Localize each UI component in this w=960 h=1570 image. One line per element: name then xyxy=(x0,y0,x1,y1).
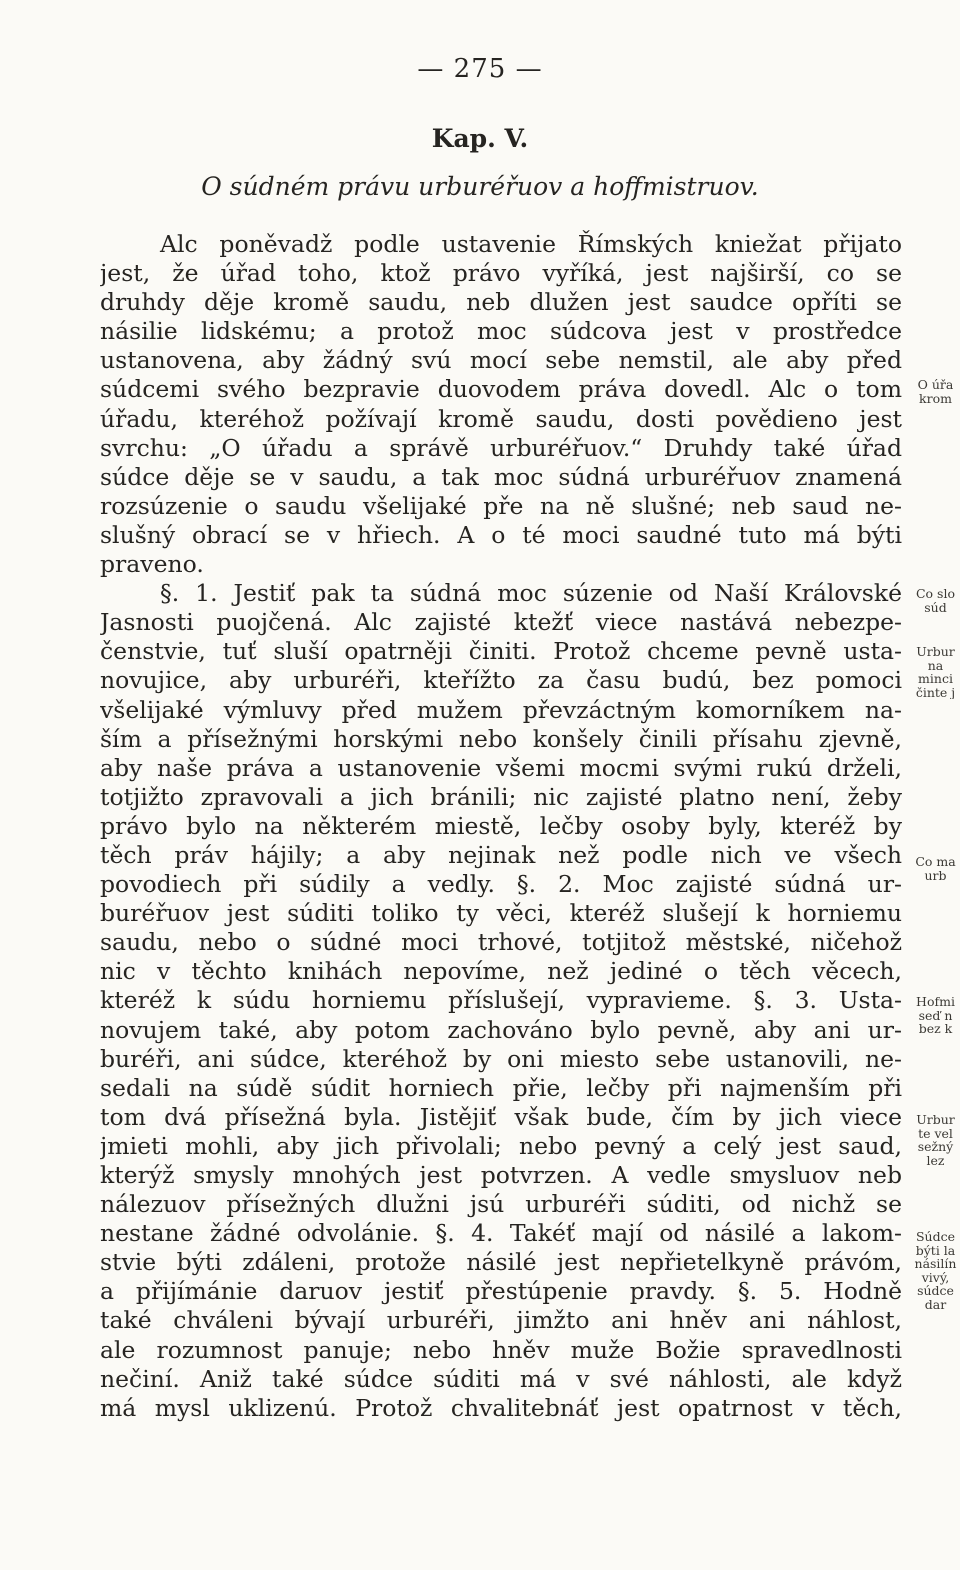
margin-note: Urbur na minci činte j xyxy=(915,645,956,699)
body-text xyxy=(100,230,902,1423)
text-line: jmieti mohli, aby jich přivolali; nebo pevný a celý jest saud, xyxy=(100,1131,902,1160)
text-line: súdcemi svého bezpravie duovodem práva dovedl. Alc o tom xyxy=(100,375,902,404)
text-line: také chváleni bývají urburéři, jimžto ani hněv ani náhlost, xyxy=(100,1306,902,1335)
text-line: ším a přísežnými horskými nebo konšely činili přísahu zjevně, xyxy=(100,724,902,753)
text-line: totjižto zpravovali a jich bránili; nic zajisté platno není, žeby xyxy=(100,782,902,811)
text-line: ale rozumnost panuje; nebo hněv muže Božie spravedlnosti xyxy=(100,1335,902,1364)
chapter-heading: Kap. V. xyxy=(431,124,529,153)
text-line: aby naše práva a ustanovenie všemi mocmi svými rukú drželi, xyxy=(100,753,902,782)
text-line: kterýž smysly mnohých jest potvrzen. A vedle smysluov neb xyxy=(100,1161,902,1189)
text-line: saudu, nebo o súdné moci trhové, totjitož městské, ničehož xyxy=(100,928,902,957)
text-line: buréřuov jest súditi toliko ty věci, kteréž slušejí k horniemu xyxy=(100,899,902,928)
text-line: jest, že úřad toho, ktož právo vyříká, jest najširší, co se xyxy=(100,259,902,288)
text-line: rozsúzenie o saudu všelijaké pře na ně slušné; neb saud ne- xyxy=(100,491,902,520)
text-line: novujice, aby urburéři, kteřížto za času budú, bez pomoci xyxy=(100,666,902,695)
text-line: druhdy děje kromě saudu, neb dlužen jest saudce opříti se xyxy=(100,288,902,317)
text-line: praveno. xyxy=(100,550,204,579)
margin-note: Súdce býti la násilín vivý, súdce dar xyxy=(914,1230,957,1311)
text-line: sedali na súdě súdit horniech přie, lečby při najmenším při xyxy=(100,1073,902,1102)
text-line: nic v těchto knihách nepovíme, než jediné o těch věcech, xyxy=(100,957,902,986)
text-line: všelijaké výmluvy před mužem převzáctným komorníkem na- xyxy=(100,695,902,724)
text-line: právo bylo na některém miestě, lečby osoby byly, kteréž by xyxy=(100,811,902,840)
text-line: §. 1. Jestiť pak ta súdná moc súzenie od Naší Královské xyxy=(160,579,902,608)
text-line: tom dvá přísežná byla. Jistějiť však bude, čím by jich viece xyxy=(100,1102,902,1131)
text-line: nečiní. Aniž také súdce súditi má v své náhlosti, ale když xyxy=(100,1364,902,1393)
text-line: Jasnosti puojčená. Alc zajisté ktežť viece nastává nebezpe- xyxy=(100,608,902,637)
text-line: úřadu, kteréhož požívají kromě saudu, dosti povědieno jest xyxy=(100,404,902,433)
text-line: svrchu: „O úřadu a správě urburéřuov.“ Druhdy také úřad xyxy=(100,433,902,462)
page-number: — 275 — xyxy=(417,54,543,84)
margin-note: Co ma urb xyxy=(915,855,956,882)
text-line: nestane žádné odvolánie. §. 4. Takéť mají od násilé a lakom- xyxy=(100,1219,902,1248)
text-line: a přijímánie daruov jestiť přestúpenie pravdy. §. 5. Hodně xyxy=(100,1277,902,1306)
text-line: násilie lidskému; a protož moc súdcova jest v prostředce xyxy=(100,317,902,346)
text-line: stvie býti zdáleni, protože násilé jest nepřietelkyně právóm, xyxy=(100,1248,902,1277)
margin-note: Hofmi seď n bez k xyxy=(916,995,955,1036)
text-line: Alc poněvadž podle ustavenie Římských kniežat přijato xyxy=(160,230,902,258)
text-line: slušný obrací se v hřiech. A o té moci saudné tuto má býti xyxy=(100,520,902,549)
text-line: čenstvie, tuť sluší opatrněji činiti. Protož chceme pevně usta- xyxy=(100,637,902,666)
text-line: novujem také, aby potom zachováno bylo pevně, aby ani ur- xyxy=(100,1015,902,1044)
text-line: těch práv hájily; a aby nejinak než podle nich ve všech xyxy=(100,840,902,869)
text-line: súdce děje se v saudu, a tak moc súdná urburéřuov znamená xyxy=(100,462,902,491)
text-line: povodiech při súdily a vedly. §. 2. Moc zajisté súdná ur- xyxy=(100,870,902,899)
margin-note: O úřa krom xyxy=(917,378,954,405)
text-line: ustanovena, aby žádný svú mocí sebe nemstil, ale aby před xyxy=(100,346,902,375)
text-line: buréři, ani súdce, kteréhož by oni miesto sebe ustanovili, ne- xyxy=(100,1044,902,1073)
text-line: kteréž k súdu horniemu příslušejí, vypravieme. §. 3. Usta- xyxy=(100,986,902,1015)
text-line: nálezuov přísežných dlužni jsú urburéři súditi, od nichž se xyxy=(100,1190,902,1219)
margin-note: Urbur te vel sežný lez xyxy=(916,1113,955,1167)
text-line: má mysl uklizenú. Protož chvalitebnáť jest opatrnost v těch, xyxy=(100,1393,902,1422)
margin-note: Co slo súd xyxy=(915,587,955,614)
chapter-subtitle: O súdném právu urburéřuov a hoffmistruov. xyxy=(201,172,759,201)
